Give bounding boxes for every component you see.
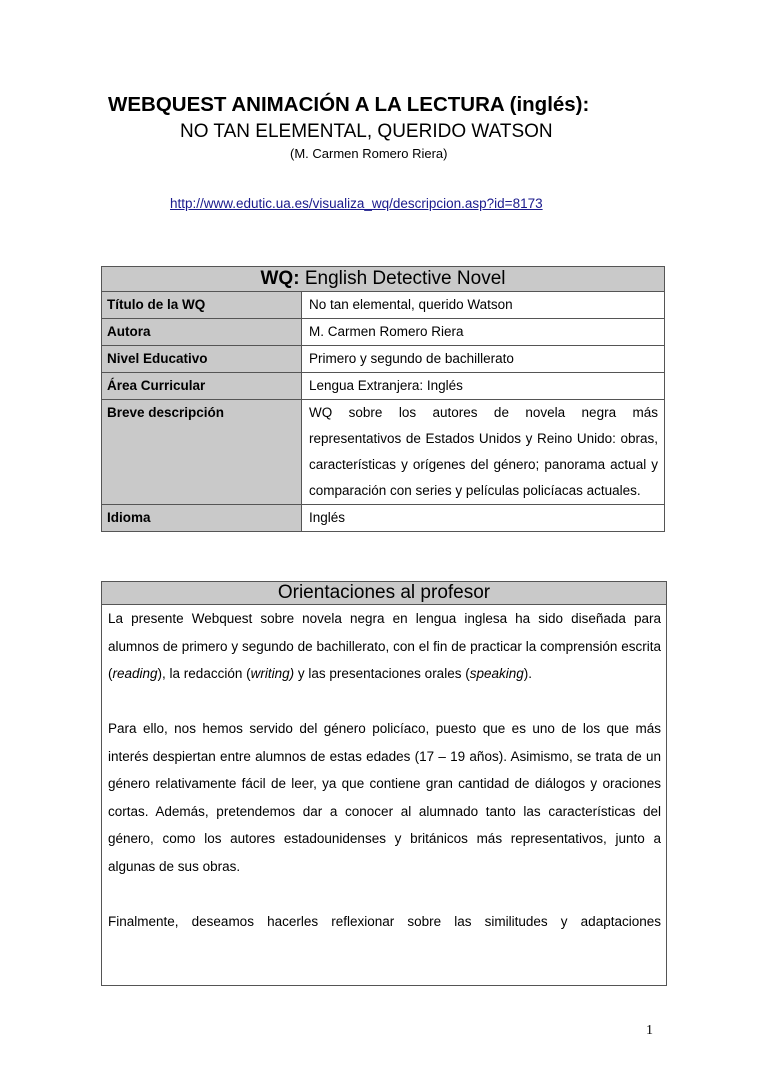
paragraph-gap xyxy=(108,880,661,908)
table-row xyxy=(102,319,665,346)
webquest-link[interactable]: http://www.edutic.ua.es/visualiza_wq/descripcion.asp?id=8173 xyxy=(170,196,543,211)
row-value-area: Lengua Extranjera: Inglés xyxy=(302,373,665,400)
p1-em-reading: reading xyxy=(112,666,158,681)
table-row xyxy=(102,400,665,505)
wq-heading-label: WQ: xyxy=(260,268,300,289)
wq-info-table xyxy=(101,266,665,532)
wq-heading-title: English Detective Novel xyxy=(304,268,506,289)
wq-table-heading xyxy=(102,267,665,292)
document-title: WEBQUEST ANIMACIÓN A LA LECTURA (inglés): xyxy=(108,93,590,116)
p1-text-4: ). xyxy=(523,666,532,681)
row-label-nivel: Nivel Educativo xyxy=(102,346,302,373)
page-number: 1 xyxy=(646,1023,653,1038)
table-row xyxy=(102,292,665,319)
p1-text-2: ), la redacción ( xyxy=(157,666,251,681)
row-value-descripcion: WQ sobre los autores de novela negra más representativos de Estados Unidos y Reino Unido: obras, características y orígenes del género; panorama actual y comparación con series y películas policíacas actuales. xyxy=(302,400,665,505)
document-subtitle: NO TAN ELEMENTAL, QUERIDO WATSON xyxy=(180,121,553,142)
row-value-autora: M. Carmen Romero Riera xyxy=(302,319,665,346)
p1-em-writing: writing) xyxy=(250,666,295,681)
row-value-idioma: Inglés xyxy=(302,505,665,532)
table-row xyxy=(102,373,665,400)
paragraph-3: Finalmente, deseamos hacerles reflexionar sobre las similitudes y adaptaciones xyxy=(108,913,661,929)
orientaciones-body xyxy=(102,605,666,985)
orientaciones-box xyxy=(101,581,667,986)
p1-text-1: La presente Webquest sobre novela negra en lengua inglesa ha sido diseñada para alumnos de primero y segundo de bachillerato, con el fin de practicar la comprensión escrita ( xyxy=(108,611,661,681)
row-label-autora: Autora xyxy=(102,319,302,346)
row-label-area: Área Curricular xyxy=(102,373,302,400)
row-label-idioma: Idioma xyxy=(102,505,302,532)
paragraph-2: Para ello, nos hemos servido del género policíaco, puesto que es uno de los que más interés despiertan entre alumnos de estas edades (17 – 19 años). Asimismo, se trata de un género relativamente fácil de leer, ya que contiene gran cantidad de diálogos y oraciones cortas. Además, pretendemos dar a conocer al alumnado tanto las características del género, como los autores estadounidenses y británicos más representativos, junto a algunas de sus obras. xyxy=(108,721,661,874)
row-label-titulo: Título de la WQ xyxy=(102,292,302,319)
p1-em-speaking: speaking xyxy=(469,666,524,681)
table-row xyxy=(102,505,665,532)
row-value-nivel: Primero y segundo de bachillerato xyxy=(302,346,665,373)
row-value-titulo: No tan elemental, querido Watson xyxy=(302,292,665,319)
document-author: (M. Carmen Romero Riera) xyxy=(290,146,448,161)
orientaciones-heading: Orientaciones al profesor xyxy=(102,582,666,605)
row-label-descripcion: Breve descripción xyxy=(102,400,302,505)
table-row xyxy=(102,346,665,373)
p1-text-3: y las presentaciones orales ( xyxy=(294,666,470,681)
paragraph-gap xyxy=(108,688,661,716)
paragraph-1 xyxy=(108,605,661,688)
